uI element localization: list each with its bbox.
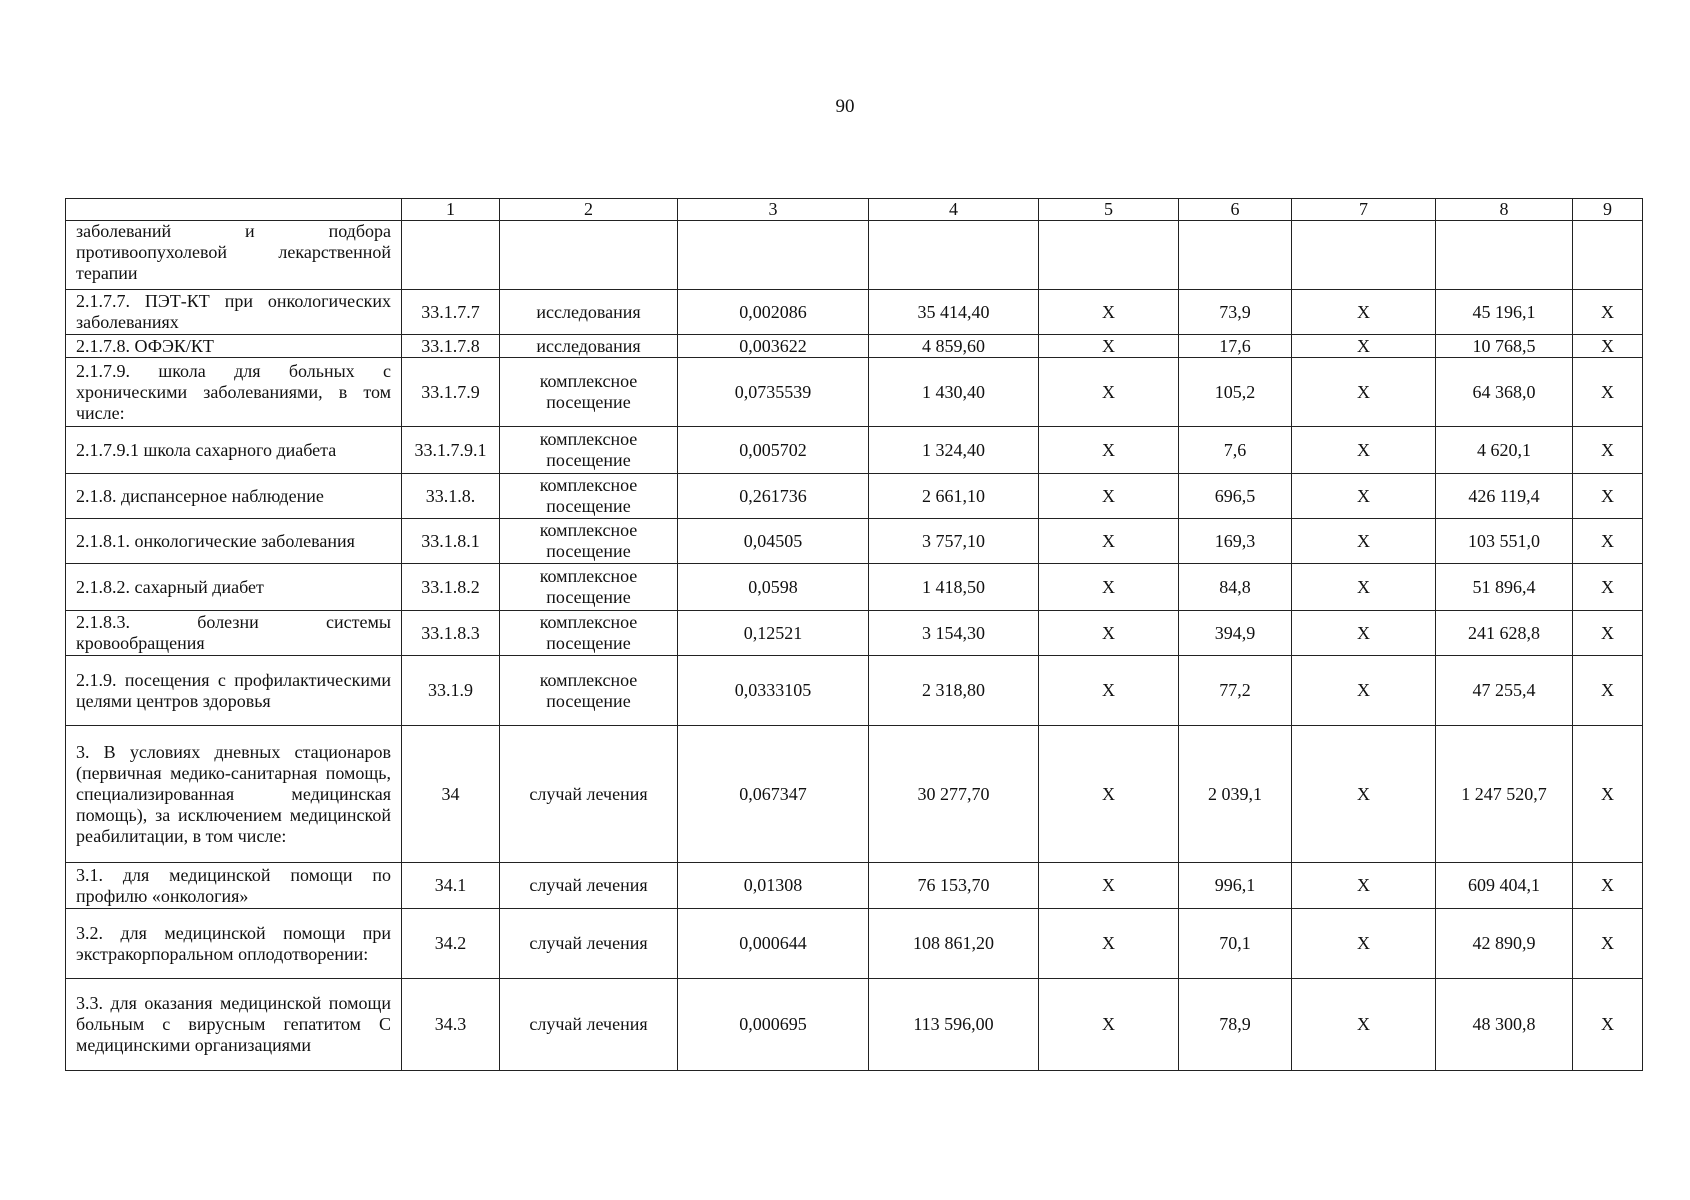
row-label-cell: 2.1.7.7. ПЭТ-КТ при онкологических заболеваниях bbox=[66, 290, 402, 335]
cell-col-7: X bbox=[1292, 656, 1436, 726]
header-cell: 6 bbox=[1179, 199, 1292, 221]
cell-col-9: X bbox=[1573, 358, 1643, 427]
cell-col-3: 0,0333105 bbox=[678, 656, 869, 726]
cell-col-3: 0,067347 bbox=[678, 726, 869, 863]
cell-col-5: X bbox=[1039, 909, 1179, 979]
header-cell: 5 bbox=[1039, 199, 1179, 221]
cell-col-4: 113 596,00 bbox=[869, 979, 1039, 1071]
cell-col-5: X bbox=[1039, 358, 1179, 427]
cell-col-6: 394,9 bbox=[1179, 611, 1292, 656]
cell-col-8: 10 768,5 bbox=[1436, 335, 1573, 358]
cell-col-2: случай лечения bbox=[500, 979, 678, 1071]
cell-col-8: 47 255,4 bbox=[1436, 656, 1573, 726]
table-row bbox=[66, 335, 1643, 358]
cell-col-5: X bbox=[1039, 979, 1179, 1071]
row-label-cell: 2.1.8.2. сахарный диабет bbox=[66, 564, 402, 611]
cell-col-1: 34.2 bbox=[402, 909, 500, 979]
row-label-cell: 2.1.8.3. болезни системы кровообращения bbox=[66, 611, 402, 656]
row-label-cell: 3. В условиях дневных стационаров (первичная медико-санитарная помощь, специализированная медицинская помощь), за исключением медицинской реабилитации, в том числе: bbox=[66, 726, 402, 863]
cell-col-2: исследования bbox=[500, 290, 678, 335]
table-row bbox=[66, 863, 1643, 909]
cell-col-9: X bbox=[1573, 611, 1643, 656]
cell-col-8: 45 196,1 bbox=[1436, 290, 1573, 335]
cell-col-1: 33.1.9 bbox=[402, 656, 500, 726]
cell-col-2: случай лечения bbox=[500, 863, 678, 909]
cell-col-7: X bbox=[1292, 979, 1436, 1071]
cell-col-1: 33.1.8.2 bbox=[402, 564, 500, 611]
cell-col-8: 64 368,0 bbox=[1436, 358, 1573, 427]
cell-col-4: 108 861,20 bbox=[869, 909, 1039, 979]
cell-col-7: X bbox=[1292, 290, 1436, 335]
cell-col-1: 33.1.8.3 bbox=[402, 611, 500, 656]
cell-col-3: 0,000695 bbox=[678, 979, 869, 1071]
cell-col-2: случай лечения bbox=[500, 909, 678, 979]
cell-col-9: X bbox=[1573, 335, 1643, 358]
cell-col-2: случай лечения bbox=[500, 726, 678, 863]
cell-col-7: X bbox=[1292, 519, 1436, 564]
cell-col-3: 0,12521 bbox=[678, 611, 869, 656]
table-row bbox=[66, 427, 1643, 474]
cell-col-6: 77,2 bbox=[1179, 656, 1292, 726]
cell-col-6: 73,9 bbox=[1179, 290, 1292, 335]
row-label-cell: 2.1.7.8. ОФЭК/КТ bbox=[66, 335, 402, 358]
cell-col-3: 0,261736 bbox=[678, 474, 869, 519]
cell-col-2 bbox=[500, 221, 678, 290]
cell-col-7: X bbox=[1292, 863, 1436, 909]
cell-col-4 bbox=[869, 221, 1039, 290]
cell-col-5: X bbox=[1039, 564, 1179, 611]
cell-col-4: 76 153,70 bbox=[869, 863, 1039, 909]
row-label-cell: 3.1. для медицинской помощи по профилю «онкология» bbox=[66, 863, 402, 909]
cell-col-2: комплексное посещение bbox=[500, 358, 678, 427]
row-label-cell: 2.1.8. диспансерное наблюдение bbox=[66, 474, 402, 519]
cell-col-9: X bbox=[1573, 519, 1643, 564]
cell-col-2: исследования bbox=[500, 335, 678, 358]
cell-col-7: X bbox=[1292, 611, 1436, 656]
cell-col-8: 103 551,0 bbox=[1436, 519, 1573, 564]
cell-col-3: 0,005702 bbox=[678, 427, 869, 474]
header-cell: 2 bbox=[500, 199, 678, 221]
cell-col-3: 0,0735539 bbox=[678, 358, 869, 427]
header-cell: 9 bbox=[1573, 199, 1643, 221]
cell-col-5: X bbox=[1039, 611, 1179, 656]
cell-col-6: 105,2 bbox=[1179, 358, 1292, 427]
cell-col-8: 42 890,9 bbox=[1436, 909, 1573, 979]
cell-col-5: X bbox=[1039, 863, 1179, 909]
cell-col-7: X bbox=[1292, 427, 1436, 474]
cell-col-8: 48 300,8 bbox=[1436, 979, 1573, 1071]
cell-col-4: 2 661,10 bbox=[869, 474, 1039, 519]
row-label-cell: заболеваний и подбора противоопухолевой лекарственной терапии bbox=[66, 221, 402, 290]
table-row bbox=[66, 564, 1643, 611]
cell-col-5: X bbox=[1039, 290, 1179, 335]
cell-col-2: комплексное посещение bbox=[500, 611, 678, 656]
cell-col-4: 35 414,40 bbox=[869, 290, 1039, 335]
cell-col-8: 51 896,4 bbox=[1436, 564, 1573, 611]
cell-col-5: X bbox=[1039, 656, 1179, 726]
cell-col-8: 241 628,8 bbox=[1436, 611, 1573, 656]
row-label-cell: 3.2. для медицинской помощи при экстракорпоральном оплодотворении: bbox=[66, 909, 402, 979]
cell-col-7: X bbox=[1292, 358, 1436, 427]
cell-col-2: комплексное посещение bbox=[500, 519, 678, 564]
cell-col-2: комплексное посещение bbox=[500, 564, 678, 611]
cell-col-6 bbox=[1179, 221, 1292, 290]
cell-col-7 bbox=[1292, 221, 1436, 290]
cell-col-4: 30 277,70 bbox=[869, 726, 1039, 863]
row-label-cell: 3.3. для оказания медицинской помощи больным с вирусным гепатитом С медицинскими организациями bbox=[66, 979, 402, 1071]
cell-col-7: X bbox=[1292, 474, 1436, 519]
cell-col-9: X bbox=[1573, 474, 1643, 519]
cell-col-8: 1 247 520,7 bbox=[1436, 726, 1573, 863]
cell-col-5: X bbox=[1039, 474, 1179, 519]
cell-col-1: 33.1.7.8 bbox=[402, 335, 500, 358]
cell-col-5: X bbox=[1039, 427, 1179, 474]
cell-col-1: 34 bbox=[402, 726, 500, 863]
table-row bbox=[66, 726, 1643, 863]
table-row bbox=[66, 979, 1643, 1071]
cell-col-4: 3 757,10 bbox=[869, 519, 1039, 564]
cell-col-7: X bbox=[1292, 335, 1436, 358]
cell-col-9: X bbox=[1573, 564, 1643, 611]
header-row bbox=[66, 199, 1643, 221]
table-row bbox=[66, 519, 1643, 564]
cell-col-3: 0,0598 bbox=[678, 564, 869, 611]
cell-col-1: 34.1 bbox=[402, 863, 500, 909]
cell-col-6: 2 039,1 bbox=[1179, 726, 1292, 863]
cell-col-8: 609 404,1 bbox=[1436, 863, 1573, 909]
table-row bbox=[66, 221, 1643, 290]
row-label-cell: 2.1.7.9. школа для больных с хроническими заболеваниями, в том числе: bbox=[66, 358, 402, 427]
cell-col-8 bbox=[1436, 221, 1573, 290]
cell-col-5 bbox=[1039, 221, 1179, 290]
cell-col-6: 696,5 bbox=[1179, 474, 1292, 519]
cell-col-6: 78,9 bbox=[1179, 979, 1292, 1071]
cell-col-4: 4 859,60 bbox=[869, 335, 1039, 358]
cell-col-4: 2 318,80 bbox=[869, 656, 1039, 726]
table-row bbox=[66, 290, 1643, 335]
cell-col-1: 33.1.7.7 bbox=[402, 290, 500, 335]
cell-col-5: X bbox=[1039, 726, 1179, 863]
cell-col-4: 3 154,30 bbox=[869, 611, 1039, 656]
cell-col-6: 70,1 bbox=[1179, 909, 1292, 979]
header-cell: 4 bbox=[869, 199, 1039, 221]
header-cell: 7 bbox=[1292, 199, 1436, 221]
cell-col-2: комплексное посещение bbox=[500, 474, 678, 519]
header-cell bbox=[66, 199, 402, 221]
cell-col-5: X bbox=[1039, 335, 1179, 358]
cell-col-3: 0,002086 bbox=[678, 290, 869, 335]
cell-col-3: 0,01308 bbox=[678, 863, 869, 909]
cell-col-1: 33.1.8. bbox=[402, 474, 500, 519]
cell-col-1: 33.1.7.9.1 bbox=[402, 427, 500, 474]
cell-col-6: 7,6 bbox=[1179, 427, 1292, 474]
table-row bbox=[66, 909, 1643, 979]
cell-col-7: X bbox=[1292, 726, 1436, 863]
data-table bbox=[65, 198, 1643, 1071]
header-cell: 3 bbox=[678, 199, 869, 221]
cell-col-9: X bbox=[1573, 909, 1643, 979]
cell-col-2: комплексное посещение bbox=[500, 656, 678, 726]
cell-col-9 bbox=[1573, 221, 1643, 290]
cell-col-7: X bbox=[1292, 909, 1436, 979]
cell-col-9: X bbox=[1573, 863, 1643, 909]
cell-col-4: 1 418,50 bbox=[869, 564, 1039, 611]
cell-col-5: X bbox=[1039, 519, 1179, 564]
table-row bbox=[66, 656, 1643, 726]
cell-col-3 bbox=[678, 221, 869, 290]
cell-col-6: 996,1 bbox=[1179, 863, 1292, 909]
cell-col-2: комплексное посещение bbox=[500, 427, 678, 474]
table-row bbox=[66, 611, 1643, 656]
cell-col-1: 33.1.8.1 bbox=[402, 519, 500, 564]
header-cell: 8 bbox=[1436, 199, 1573, 221]
cell-col-8: 426 119,4 bbox=[1436, 474, 1573, 519]
cell-col-6: 17,6 bbox=[1179, 335, 1292, 358]
cell-col-4: 1 324,40 bbox=[869, 427, 1039, 474]
row-label-cell: 2.1.9. посещения с профилактическими целями центров здоровья bbox=[66, 656, 402, 726]
cell-col-3: 0,003622 bbox=[678, 335, 869, 358]
header-cell: 1 bbox=[402, 199, 500, 221]
cell-col-9: X bbox=[1573, 656, 1643, 726]
cell-col-7: X bbox=[1292, 564, 1436, 611]
cell-col-4: 1 430,40 bbox=[869, 358, 1039, 427]
cell-col-1: 34.3 bbox=[402, 979, 500, 1071]
cell-col-9: X bbox=[1573, 726, 1643, 863]
page-number: 90 bbox=[835, 96, 855, 117]
cell-col-6: 84,8 bbox=[1179, 564, 1292, 611]
cell-col-8: 4 620,1 bbox=[1436, 427, 1573, 474]
cell-col-9: X bbox=[1573, 427, 1643, 474]
row-label-cell: 2.1.8.1. онкологические заболевания bbox=[66, 519, 402, 564]
cell-col-9: X bbox=[1573, 979, 1643, 1071]
row-label-cell: 2.1.7.9.1 школа сахарного диабета bbox=[66, 427, 402, 474]
table-row bbox=[66, 474, 1643, 519]
cell-col-3: 0,04505 bbox=[678, 519, 869, 564]
cell-col-1 bbox=[402, 221, 500, 290]
cell-col-6: 169,3 bbox=[1179, 519, 1292, 564]
table-row bbox=[66, 358, 1643, 427]
cell-col-3: 0,000644 bbox=[678, 909, 869, 979]
cell-col-1: 33.1.7.9 bbox=[402, 358, 500, 427]
cell-col-9: X bbox=[1573, 290, 1643, 335]
